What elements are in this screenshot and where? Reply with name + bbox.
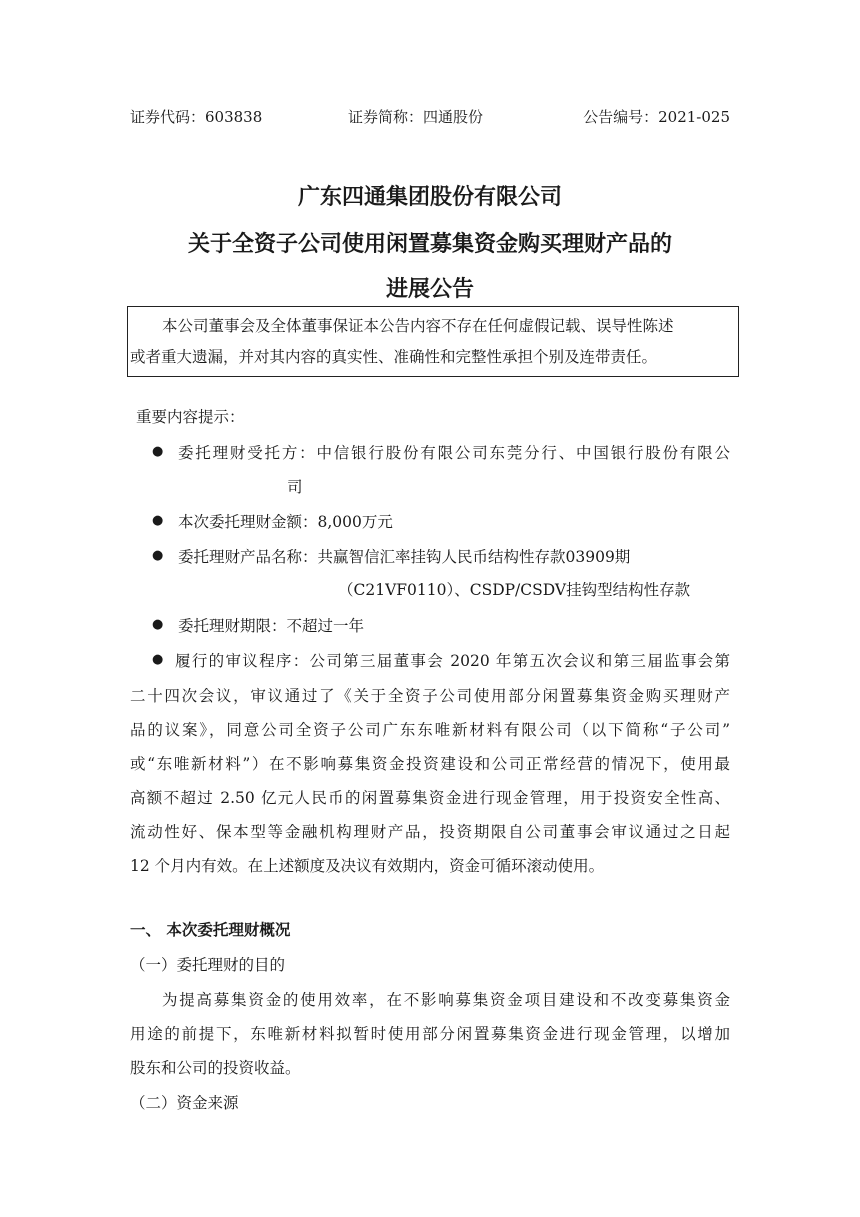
board-guarantee-box [127, 306, 739, 377]
highlight-trustee: 委托理财受托方：中信银行股份有限公司东莞分行、中国银行股份有限公 [178, 444, 730, 462]
purpose-line-3: 股东和公司的投资收益。 [130, 1059, 301, 1077]
stock-short-name: 证券简称：四通股份 [348, 108, 484, 126]
highlight-amount: 本次委托理财金额：8,000万元 [178, 513, 393, 531]
document-header [130, 106, 730, 128]
title-company: 广东四通集团股份有限公司 [297, 184, 562, 210]
bullet-icon: ● [152, 444, 164, 459]
highlight-approval-line-6: 流动性好、保本型等金融机构理财产品，投资期限自公司董事会审议通过之日起 [130, 823, 730, 841]
purpose-line-1: 为提高募集资金的使用效率，在不影响募集资金项目建设和不改变募集资金 [162, 991, 730, 1009]
highlights-heading: 重要内容提示： [136, 408, 245, 426]
highlight-approval-line-5: 高额不超过 2.50 亿元人民币的闲置募集资金进行现金管理，用于投资安全性高、 [130, 789, 730, 807]
highlight-approval-line-1: 履行的审议程序：公司第三届董事会 2020 年第五次会议和第三届监事会第 [175, 652, 730, 670]
announcement-number: 公告编号：2021-025 [583, 108, 730, 126]
highlight-approval-line-7: 12 个月内有效。在上述额度及决议有效期内，资金可循环滚动使用。 [130, 857, 605, 875]
bullet-icon: ● [152, 652, 164, 667]
highlight-approval-line-2: 二十四次会议，审议通过了《关于全资子公司使用部分闲置募集资金购买理财产 [130, 687, 730, 705]
highlight-approval-line-4: 或“东唯新材料”）在不影响募集资金投资建设和公司正常经营的情况下，使用最 [130, 755, 730, 773]
bullet-icon: ● [152, 548, 164, 563]
notice-line-1: 本公司董事会及全体董事保证本公告内容不存在任何虚假记载、误导性陈述 [162, 317, 674, 335]
notice-line-2: 或者重大遗漏，并对其内容的真实性、准确性和完整性承担个别及连带责任。 [130, 348, 658, 366]
bullet-icon: ● [152, 617, 164, 632]
subsection-purpose-heading: （一）委托理财的目的 [130, 956, 286, 974]
purpose-line-2: 用途的前提下，东唯新材料拟暂时使用部分闲置募集资金进行现金管理，以增加 [130, 1025, 730, 1043]
highlight-product-name-cont: （C21VF0110）、CSDP/CSDV挂钩型结构性存款 [338, 581, 691, 599]
highlight-trustee-cont: 司 [287, 478, 303, 496]
highlight-approval-line-3: 品的议案》，同意公司全资子公司广东东唯新材料有限公司（以下简称“子公司” [130, 721, 730, 739]
subsection-fund-source-heading: （二）资金来源 [130, 1094, 239, 1112]
stock-code: 证券代码：603838 [130, 108, 263, 126]
section-1-heading: 一、 本次委托理财概况 [130, 920, 291, 939]
title-progress: 进展公告 [385, 276, 474, 302]
title-subject: 关于全资子公司使用闲置募集资金购买理财产品的 [187, 231, 672, 257]
highlight-term: 委托理财期限：不超过一年 [178, 617, 365, 635]
bullet-icon: ● [152, 513, 164, 528]
highlight-product-name: 委托理财产品名称：共赢智信汇率挂钩人民币结构性存款03909期 [178, 548, 631, 566]
